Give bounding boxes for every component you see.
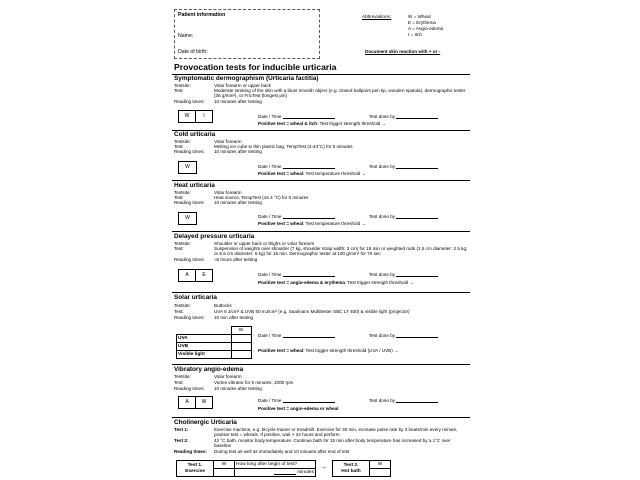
testsite-label: Testsite: [174,190,191,195]
date-time-field[interactable] [258,333,335,338]
test-value: Melting ice cube in thin plastic bag, TempTest (4-44°C) for 5 minutes [214,144,353,149]
patient-information-box [174,9,320,59]
divider [172,417,470,418]
done-by-field[interactable] [369,164,438,169]
table-row [177,343,252,351]
done-by-label: Test done by [369,114,396,119]
testsite-value: Volar forearm or upper back [214,83,271,88]
divider [172,130,470,131]
grid-row-label-uva: UVA [177,335,232,343]
test1-header-label: Test 1. [187,463,203,468]
test1-w-header: W [214,461,235,469]
date-time-field[interactable] [258,214,335,219]
solar-result-grid [176,326,252,359]
positive-test-line [258,171,366,176]
positive-test-criterion: Positive test = wheal [258,221,304,226]
documentation-note: Document skin reaction with + or - [365,49,441,54]
test2-header-sub: Hot bath [341,468,361,474]
testsite-label: Testsite: [174,374,191,379]
test1-w-cell[interactable] [214,469,235,477]
result-box[interactable] [178,396,213,409]
testsite-label: Testsite: [174,139,191,144]
date-time-field[interactable] [258,272,335,277]
test1-label: Test 1: [174,427,189,432]
table-row [177,461,316,469]
abbreviations-label: Abbreviations: [362,14,392,19]
testsite-value: Buttocks [214,303,232,308]
date-time-label: Date / Time [258,214,282,219]
test-value: UVA 6 J/cm² & UVB 60 mJ/cm² (e.g. Saalmann Multitester SBC LT 400) & visible light (projector) [214,309,410,314]
reading-value: 10 minutes after testing [214,99,262,104]
testsite-value: Volar forearm [214,139,242,144]
testsite-label: Testsite: [174,303,191,308]
positive-test-action: : Test temperature threshold → [303,221,367,226]
abbreviation-wheal: W = Wheal [408,14,431,19]
done-by-label: Test done by [369,272,396,277]
grid-cell-uva[interactable] [231,335,251,343]
result-cell-e[interactable]: E [202,271,206,278]
table-row [177,335,252,343]
result-cell-w[interactable]: W [201,398,207,405]
result-box[interactable] [178,110,213,123]
test1-minutes-field[interactable] [235,469,316,477]
result-cell-i[interactable]: I [203,112,205,119]
testsite-value: Volar forearm [214,190,242,195]
grid-cell-visible-light[interactable] [231,351,251,359]
reading-label: Reading times: [174,200,205,205]
dob-label: Date of birth: [178,49,208,55]
table-row [177,327,252,335]
test-label: Test: [174,380,184,385]
divider [172,180,470,181]
positive-test-criterion: Positive test = angio-edema & erythema [258,280,345,285]
reading-value: 10 minutes after testing [214,386,262,391]
reading-value: ≈6 hours after testing [214,257,258,262]
test1-question: How long after begin of test? [235,461,316,469]
done-by-field[interactable] [369,114,438,119]
positive-test-criterion: Positive test = wheal [258,171,304,176]
test2-w-header: W [370,461,391,469]
reading-label: Reading times: [174,257,205,262]
date-time-field[interactable] [258,398,335,403]
section-title-dermographism: Symptomatic dermographism (Urticaria factitia) [174,75,319,82]
reading-label: Reading times: [174,386,205,391]
testsite-value: Shoulder or upper back or thighs or volar forearm [214,241,315,246]
grid-row-label-visible-light: Visible light [177,351,232,359]
positive-test-line [258,280,414,285]
testsite-label: Testsite: [174,241,191,246]
arrow-right-icon: → [320,464,327,471]
done-by-field[interactable] [369,272,438,277]
positive-test-line: Positive test = angio-edema or wheal [258,406,339,411]
test2-value: 42 °C bath, monitor body temperature. Continue bath for 15 min after body temperature has increased by ≥ 1°C over baseline [214,438,451,449]
grid-header-w: W [231,327,251,335]
testsite-label: Testsite: [174,83,191,88]
test1-header-cell [177,461,214,477]
test1-header-sub: Exercise [185,468,205,474]
section-title-cholinergic: Cholinergic Urticaria [174,419,237,426]
positive-test-action: : Test temperature threshold → [303,171,367,176]
date-time-label: Date / Time [258,114,282,119]
section-title-vibratory: Vibratory angio-edema [174,366,244,373]
done-by-label: Test done by [369,333,396,338]
result-cell-w[interactable]: W [185,214,190,221]
date-time-label: Date / Time [258,164,282,169]
reading-label: Reading times: [174,449,207,454]
cholinergic-test1-grid [176,460,316,477]
test2-w-cell[interactable] [370,469,391,477]
reading-value: During test as well as immediately and 10 minutes after end of test [214,449,350,454]
done-by-field[interactable] [369,398,438,403]
reading-label: Reading times: [174,99,205,104]
test-value: Moderate stroking of the skin with a blunt smooth object (e.g. closed ballpoint pen tip, wooden spatula), dermographic tester (36 g/mm²), or FricTest (longest pin) [214,88,466,99]
test2-label: Test 2: [174,438,189,443]
done-by-field[interactable] [369,214,438,219]
table-row [333,461,391,469]
test2-header-label: Test 2. [343,463,359,468]
result-box[interactable] [178,269,213,282]
positive-test-action: : Test trigger strength threshold → [344,280,415,285]
test-label: Test: [174,88,184,93]
divider [172,364,470,365]
test-value: Suspension of weights over shoulder (7 kg, shoulder strap width: 3 cm) for 15 min or weighted rods (1.5 cm diameter: 2.5 kg; or 6.5 cm diameter: 5 kg) for 15 min. Dermographic tester at 100 g/mm² for 70 sec [214,246,468,257]
test1-minutes-label: minutes [297,469,314,475]
grid-row-label-uvb: UVB [177,343,232,351]
abbreviation-erythema: E = Erythema [408,20,436,25]
name-label: Name: [178,33,194,39]
result-cell-w[interactable]: W [185,163,190,170]
section-title-delayed-pressure: Delayed pressure urticaria [174,233,255,240]
reading-label: Reading times: [174,149,205,154]
done-by-field[interactable] [369,333,438,338]
positive-test-criterion: Positive test = wheal [258,348,304,353]
done-by-label: Test done by [369,164,396,169]
date-time-label: Date / Time [258,398,282,403]
date-time-label: Date / Time [258,333,282,338]
test-value: Heat source, TempTest (44.4 °C) for 5 minutes [214,195,309,200]
test-label: Test: [174,246,184,251]
document-title: Provocation tests for inducible urticaria [174,62,337,72]
reading-value: 10 minutes after testing [214,200,262,205]
section-title-solar: Solar urticaria [174,294,217,301]
result-cell-a[interactable]: A [179,270,196,281]
reading-label: Reading times: [174,315,205,320]
result-box[interactable] [178,212,197,225]
done-by-label: Test done by [369,398,396,403]
test-label: Test: [174,309,184,314]
test1-value: Exercise machine, e.g. bicycle trainer or treadmill. Exercise for 30 min, increase pulse rate by 3 beats/min every minute, positive test = wheals. If positive, wait > 24 hours and perform [214,427,458,438]
positive-test-criterion: Positive test = wheal & itch [258,121,318,126]
document-page [172,7,470,480]
positive-test-action: : Test trigger strength threshold (UVA / UVB) → [303,348,399,353]
abbreviation-angio-edema: A = Angio-edema [408,26,444,31]
result-cell-a[interactable]: A [179,397,196,408]
positive-test-line [258,121,386,126]
test-label: Test: [174,144,184,149]
result-box[interactable] [178,161,197,174]
grid-cell-uvb[interactable] [231,343,251,351]
positive-test-line [258,221,366,226]
test-label: Test: [174,195,184,200]
table-row [177,351,252,359]
section-title-heat: Heat urticaria [174,182,215,189]
grid-corner [177,327,232,335]
result-cell-w[interactable]: W [179,111,196,122]
divider [172,292,470,293]
abbreviation-itch: I = Itch [408,32,422,37]
date-time-label: Date / Time [258,272,282,277]
section-title-cold: Cold urticaria [174,131,216,138]
cholinergic-test2-grid [332,460,391,477]
positive-test-line [258,348,399,353]
patient-info-title: Patient information [178,12,226,18]
date-time-field[interactable] [258,164,335,169]
date-time-field[interactable] [258,114,335,119]
reading-value: 10 min after testing [214,315,254,320]
test-value: Vortex vibrator for 5 minutes, 1000 rpm [214,380,294,385]
done-by-label: Test done by [369,214,396,219]
test2-header-cell [333,461,370,477]
positive-test-action: : Test trigger strength threshold → [317,121,387,126]
reading-value: 10 minutes after testing [214,149,262,154]
divider [172,231,470,232]
testsite-value: Volar forearm [214,374,242,379]
